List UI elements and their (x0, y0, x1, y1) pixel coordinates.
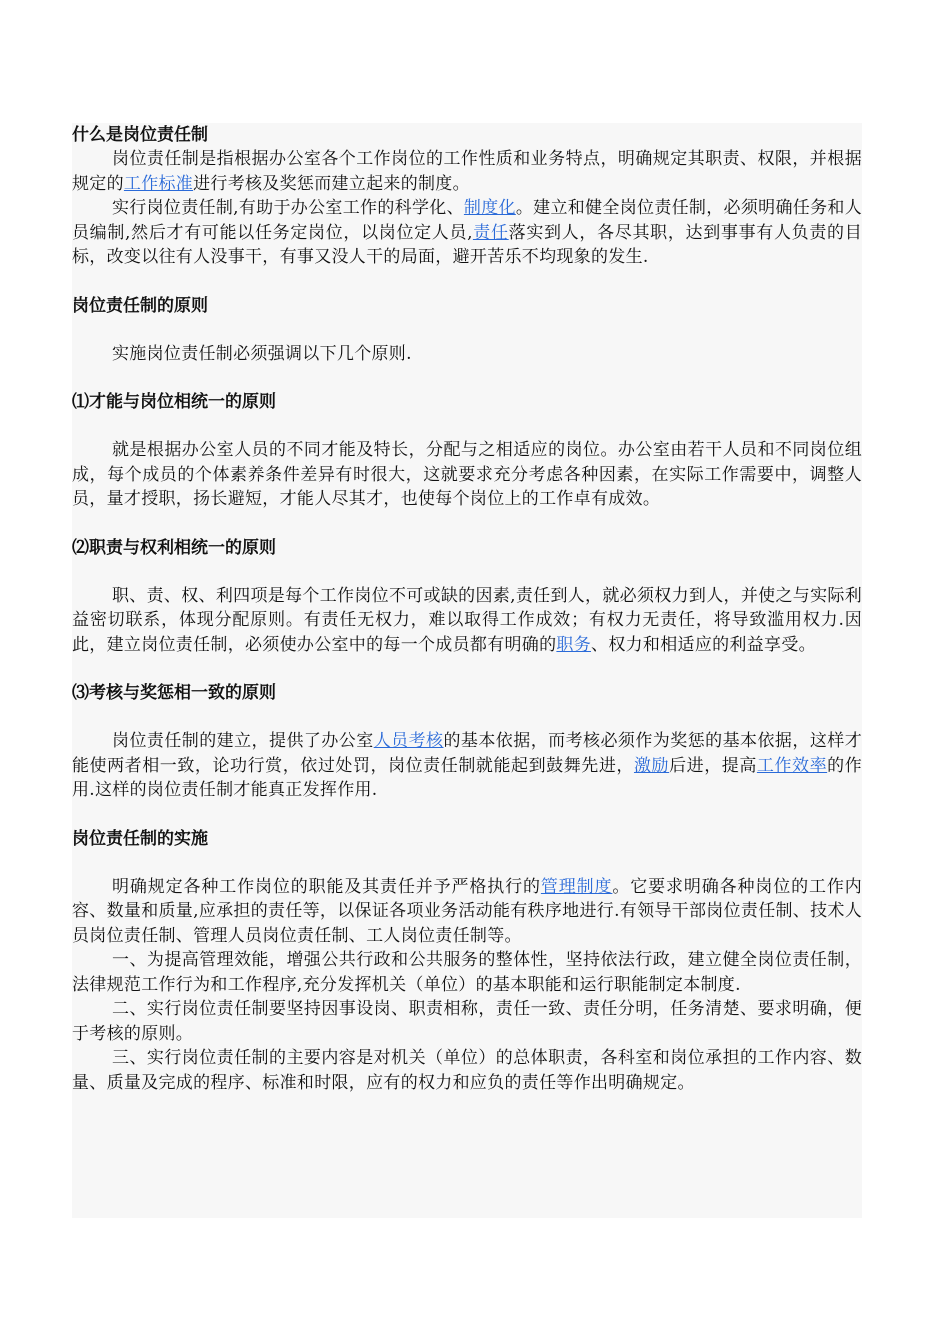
paragraph-implementation-item-2: 二、实行岗位责任制要坚持因事设岗、职责相称，责任一致、责任分明，任务清楚、要求明确，便于考核的原则。 (72, 999, 862, 1044)
paragraph-benefits (72, 196, 862, 270)
link-position[interactable]: 职务 (556, 634, 592, 655)
section-title-principles: 岗位责任制的原则 (72, 295, 208, 316)
text: 落实到人，各尽其职，达到事事有人负责的目标，改变以往有人没事干，有事又没人干的局面，避开苦乐不均现象的发生. (72, 222, 862, 267)
paragraph-implementation-item-1: 一、为提高管理效能，增强公共行政和公共服务的整体性，坚持依法行政，建立健全岗位责任制，法律规范工作行为和工作程序,充分发挥机关（单位）的基本职能和运行职能制定本制度. (72, 950, 862, 995)
link-management-system[interactable]: 管理制度 (540, 876, 613, 897)
section-title-principle-3: ⑶考核与奖惩相一致的原则 (72, 683, 276, 703)
paragraph-definition (72, 147, 862, 196)
link-responsibility[interactable]: 责任 (472, 222, 509, 243)
paragraph-principles-intro: 实施岗位责任制必须强调以下几个原则. (112, 343, 412, 364)
link-institutionalization[interactable]: 制度化 (463, 198, 516, 218)
text: 的作用.这样的岗位责任制才能真正发挥作用. (72, 755, 862, 800)
text: 实行岗位责任制,有助于办公室工作的科学化、 (112, 198, 464, 218)
text: 。它要求明确各种岗位的工作内容、数量和质量,应承担的责任等，以保证各项业务活动能有秩序地进行.有领导干部岗位责任制、技术人员岗位责任制、管理人员岗位责任制、工人岗位责任制等。 (72, 876, 862, 946)
text: 、权力和相适应的利益享受。 (591, 634, 816, 655)
section-title-principle-2: ⑵职责与权利相统一的原则 (72, 537, 276, 558)
paragraph-principle-3 (72, 729, 862, 803)
section-title-principle-1: ⑴才能与岗位相统一的原则 (72, 392, 276, 412)
link-work-standard[interactable]: 工作标准 (123, 173, 194, 194)
text: 岗位责任制的建立，提供了办公室 (112, 731, 374, 751)
text: 的基本依据，而考核必须作为奖惩的基本依据，这样才能使两者相一致，论功行赏，依过处罚，岗位责任制就能起到鼓舞先进， (72, 731, 862, 776)
document-body (72, 123, 862, 1218)
link-incentive[interactable]: 激励 (633, 755, 670, 776)
text: 职、责、权、利四项是每个工作岗位不可或缺的因素,责任到人，就必须权力到人，并使之与实际利益密切联系，体现分配原则。有责任无权力，难以取得工作成效；有权力无责任，将导致滥用权力.因此，建立岗位责任制，必须使办公室中的每一个成员都有明确的 (72, 585, 862, 655)
paragraph-principle-1: 就是根据办公室人员的不同才能及特长，分配与之相适应的岗位。办公室由若干人员和不同岗位组成，每个成员的个体素养条件差异有时很大，这就要求充分考虑各种因素，在实际工作需要中，调整人员，量才授职，扬长避短，才能人尽其才，也使每个岗位上的工作卓有成效。 (72, 440, 862, 509)
text: 明确规定各种工作岗位的职能及其责任并予严格执行的 (112, 876, 541, 897)
text: 后进，提高 (669, 755, 757, 776)
paragraph-principle-2 (72, 584, 862, 658)
text: 进行考核及奖惩而建立起来的制度。 (193, 173, 470, 194)
text: 。建立和健全岗位责任制，必须明确任务和人员编制,然后才有可能以任务定岗位，以岗位定人员, (72, 198, 862, 243)
section-title-definition: 什么是岗位责任制 (72, 125, 208, 145)
text: 岗位责任制是指根据办公室各个工作岗位的工作性质和业务特点，明确规定其职责、权限，并根据规定的 (72, 149, 862, 194)
link-personnel-assessment[interactable]: 人员考核 (373, 731, 444, 751)
paragraph-implementation-item-3: 三、实行岗位责任制的主要内容是对机关（单位）的总体职责，各科室和岗位承担的工作内容、数量、质量及完成的程序、标准和时限，应有的权力和应负的责任等作出明确规定。 (72, 1048, 862, 1093)
paragraph-implementation (72, 875, 862, 949)
link-work-efficiency[interactable]: 工作效率 (756, 755, 828, 776)
section-title-implementation: 岗位责任制的实施 (72, 828, 208, 849)
